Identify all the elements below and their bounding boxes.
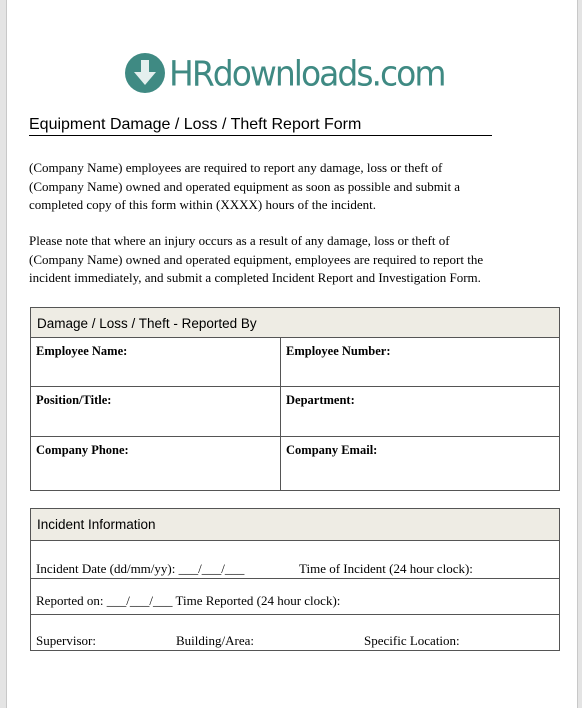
specific-location-field[interactable]: Specific Location: (364, 633, 460, 648)
document-page (6, 0, 578, 708)
incident-information-heading: Incident Information (31, 509, 559, 541)
supervisor-field[interactable]: Supervisor: (36, 633, 96, 648)
logo-text: HRdownloads.com (169, 52, 445, 94)
reported-on-field[interactable]: Reported on: ___/___/___ Time Reported (24 hour clock): (36, 593, 341, 608)
employee-number-field[interactable]: Employee Number: (286, 344, 391, 358)
incident-information-table (30, 508, 560, 651)
time-of-incident-field[interactable]: Time of Incident (24 hour clock): (299, 561, 473, 576)
table-row (31, 338, 559, 387)
company-email-field[interactable]: Company Email: (286, 443, 378, 457)
form-title: Equipment Damage / Loss / Theft Report Form (29, 116, 492, 136)
position-title-field[interactable]: Position/Title: (31, 387, 281, 436)
employee-name-field[interactable]: Employee Name: (31, 338, 281, 386)
injury-note-line: incident immediately, and submit a completed Incident Report and Investigation Form. (29, 270, 481, 285)
intro-paragraph (29, 159, 569, 215)
hrdownloads-logo (125, 44, 444, 102)
table-row (31, 579, 559, 615)
table-row (31, 615, 559, 651)
table-row (31, 387, 559, 437)
building-area-field[interactable]: Building/Area: (176, 633, 254, 648)
injury-note-paragraph (29, 232, 569, 288)
intro-line: (Company Name) owned and operated equipment as soon as possible and submit a (29, 178, 461, 194)
injury-note-line: Please note that where an injury occurs as a result of any damage, loss or theft of (29, 233, 450, 248)
table-row (31, 541, 559, 579)
incident-date-field[interactable]: Incident Date (dd/mm/yy): ___/___/___ (36, 561, 245, 576)
download-arrow-icon (125, 53, 165, 93)
company-phone-field[interactable]: Company Phone: (31, 437, 281, 490)
intro-line: (Company Name) employees are required to report any damage, loss or theft of (29, 160, 443, 175)
table-row (31, 437, 559, 490)
reported-by-table (30, 307, 560, 491)
department-field[interactable]: Department: (286, 393, 355, 407)
injury-note-line: (Company Name) owned and operated equipment, employees are required to report the (29, 251, 484, 267)
intro-line: completed copy of this form within (XXXX) hours of the incident. (29, 197, 376, 212)
reported-by-heading: Damage / Loss / Theft - Reported By (31, 308, 559, 338)
